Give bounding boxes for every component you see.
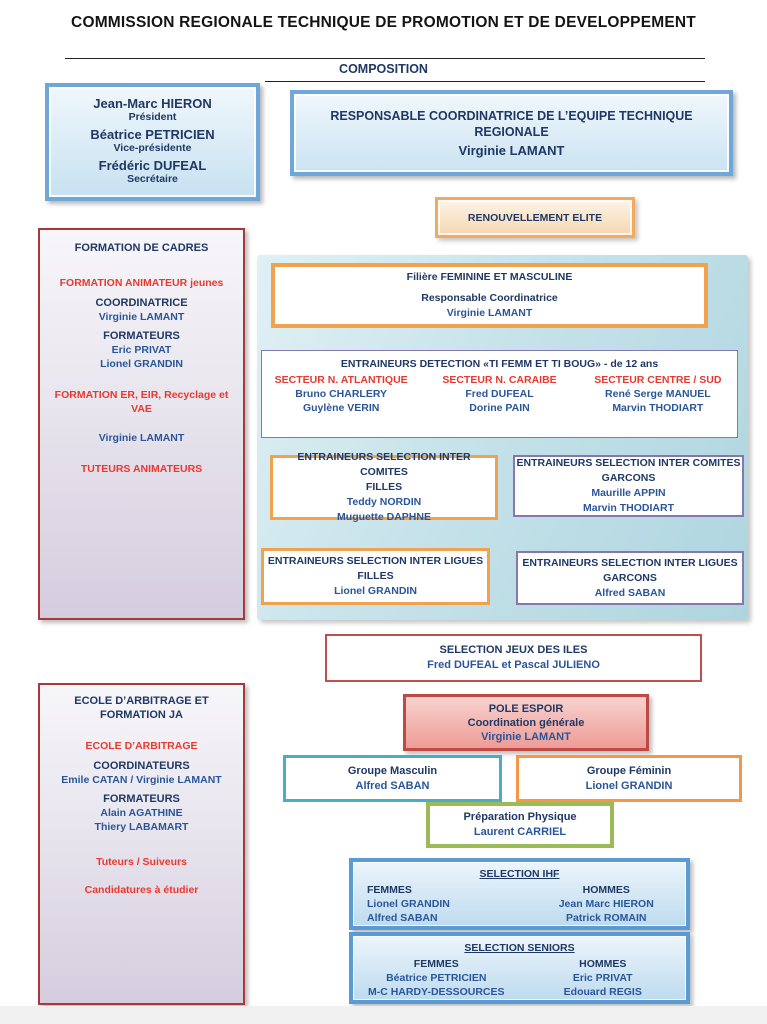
detection-title: ENTRAINEURS DETECTION «TI FEMM ET TI BOUG» - de 12 ans [340,358,659,370]
bureau-box [45,83,260,201]
selection-jeux-des-iles-box [325,634,702,682]
inter-ligues-garcons-box [516,551,744,605]
formateur-name: Thiery LABAMART [94,821,189,833]
box-title: SELECTION IHF [479,868,560,880]
formation-er-title: FORMATION ER, EIR, Recyclage et VAE [54,389,229,415]
selection-name: Edouard REGIS [563,986,642,998]
entraineur-name: Teddy NORDIN [346,496,422,508]
femmes-column [353,957,520,999]
secteur-title: SECTEUR N. ATLANTIQUE [274,374,408,386]
box-group: GARCONS [603,571,657,584]
entraineur-name: Laurent CARRIEL [473,826,567,838]
secteur-atlantique [262,373,420,415]
coordinatrice-label: COORDINATRICE [95,297,188,309]
tuteurs-suiveurs: Tuteurs / Suiveurs [96,856,187,868]
composition-divider-line [265,81,705,82]
inter-comites-filles-box [270,451,498,523]
coordination-name: Virginie LAMANT [481,730,571,743]
ecole-title: ECOLE D’ARBITRAGE ET FORMATION JA [74,695,209,721]
filiere-box [271,263,708,328]
entraineur-name: Lionel GRANDIN [334,585,417,597]
ecole-arbitrage-box [38,683,245,1005]
selection-seniors-box [349,932,690,1004]
box-title: ENTRAINEURS SELECTION INTER COMITES [516,457,741,469]
formation-er-name: Virginie LAMANT [98,432,185,444]
selection-name: Eric PRIVAT [572,972,633,984]
formateur-name: Lionel GRANDIN [100,358,183,370]
formation-cadres-box [38,228,245,620]
hommes-label: HOMMES [582,884,630,896]
entraineur-name: René Serge MANUEL [605,388,711,400]
entraineur-name: Marvin THODIART [582,502,674,514]
president-name: Jean-Marc HIERON [93,96,212,111]
entraineurs-detection-box [261,350,738,438]
preparation-physique-box [426,802,614,848]
entraineur-name: Bruno CHARLERY [295,388,388,400]
formateur-name: Eric PRIVAT [111,344,172,356]
box-group: FILLES [365,481,403,493]
ecole-arbitrage-subtitle: ECOLE D’ARBITRAGE [85,740,198,752]
formation-cadres-title: FORMATION DE CADRES [74,242,209,254]
femmes-label: FEMMES [367,884,412,896]
selection-name: Patrick ROMAIN [565,912,647,924]
secteur-title: SECTEUR N. CARAIBE [442,374,557,386]
responsable-title: RESPONSABLE COORDINATRICE DE L’EQUIPE TECHNIQUE REGIONALE [330,109,693,139]
renouvellement-elite-box: RENOUVELLEMENT ELITE [435,197,635,238]
secretary-role: Secrétaire [127,173,178,185]
filiere-title: Filière FEMININE ET MASCULINE [406,271,573,283]
inter-ligues-filles-box [261,548,490,605]
secteur-caraibe [420,373,578,415]
hommes-label: HOMMES [579,958,627,970]
candidatures-note: Candidatures à étudier [84,884,199,896]
page-bottom-strip [0,1006,767,1024]
coordinateurs-names: Emile CATAN / Virginie LAMANT [61,774,222,786]
selection-name: Lionel GRANDIN [367,898,450,910]
box-title: ENTRAINEURS SELECTION INTER LIGUES [522,556,738,569]
formateur-name: Alain AGATHINE [100,807,183,819]
entraineur-name: Muguette DAPHNE [337,511,431,523]
box-group: GARCONS [601,472,656,484]
box-title: Groupe Masculin [347,764,438,777]
selection-ihf-box [349,858,690,930]
vice-president-role: Vice-présidente [113,142,192,154]
coordinateurs-label: COORDINATEURS [93,760,190,772]
title-divider-line [65,58,705,59]
entraineur-name: Alfred SABAN [594,586,666,599]
groupe-feminin-box [516,755,742,802]
entraineur-name: Guylène VERIN [302,402,380,414]
vice-president-name: Béatrice PETRICIEN [90,127,215,142]
box-title: SELECTION JEUX DES ILES [439,644,588,656]
selection-name: Alfred SABAN [367,912,438,924]
inter-comites-garcons-box [513,455,744,517]
formateurs-label: FORMATEURS [103,793,180,805]
president-role: Président [128,111,177,123]
tuteurs-animateurs-title: TUTEURS ANIMATEURS [80,463,203,475]
box-title: SELECTION SENIORS [464,942,575,954]
box-title: Groupe Féminin [586,764,672,777]
box-title: POLE ESPOIR [488,702,564,715]
groupe-masculin-box [283,755,502,802]
entraineur-name: Marvin THODIART [612,402,704,414]
composition-label: COMPOSITION [339,62,428,76]
box-group: FILLES [357,570,394,582]
entraineur-name: Fred DUFEAL [465,388,534,400]
box-subtitle: Coordination générale [467,716,585,729]
entraineur-name: Lionel GRANDIN [585,779,673,792]
selection-name: Jean Marc HIERON [558,898,654,910]
box-title: ENTRAINEURS SELECTION INTER LIGUES [267,555,484,567]
page-title: COMMISSION REGIONALE TECHNIQUE DE PROMOTION ET DE DEVELOPPEMENT [71,14,696,31]
secteur-centre-sud [579,373,737,415]
selection-name: M-C HARDY-DESSOURCES [367,986,505,998]
responsable-name: Virginie LAMANT [458,143,565,158]
responsable-coordinatrice-box [290,90,733,176]
formation-animateur-title: FORMATION ANIMATEUR jeunes [59,277,224,289]
pole-espoir-box [403,694,649,751]
femmes-column [353,883,527,925]
formateurs-label: FORMATEURS [103,330,180,342]
entraineur-name: Dorine PAIN [469,402,530,414]
box-title: Préparation Physique [463,811,577,823]
femmes-label: FEMMES [413,958,459,970]
entraineur-name: Alfred SABAN [355,779,430,792]
selection-names: Fred DUFEAL et Pascal JULIENO [427,659,600,671]
hommes-column [527,883,687,925]
selection-name: Béatrice PETRICIEN [386,972,487,984]
hommes-column [520,957,687,999]
filiere-subtitle: Responsable Coordinatrice [421,292,558,304]
secretary-name: Frédéric DUFEAL [98,158,207,173]
coordinatrice-name: Virginie LAMANT [98,311,185,323]
entraineur-name: Maurille APPIN [591,487,666,499]
box-title: ENTRAINEURS SELECTION INTER COMITES [297,451,471,478]
filiere-name: Virginie LAMANT [446,307,533,319]
secteur-title: SECTEUR CENTRE / SUD [594,374,722,386]
